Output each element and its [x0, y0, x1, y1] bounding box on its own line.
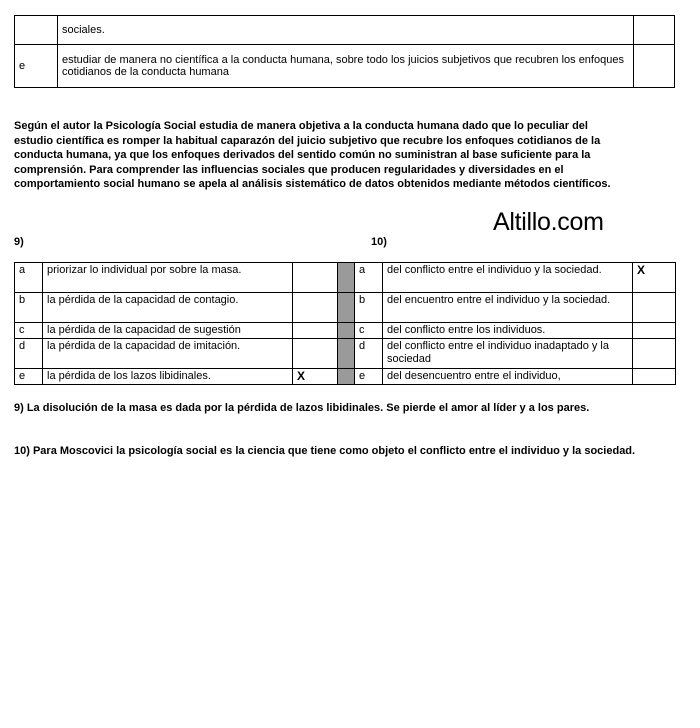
- q9-letter: a: [15, 263, 43, 293]
- table-row: [15, 293, 676, 323]
- q10-text: del desencuentro entre el individuo,: [383, 369, 633, 385]
- q10-letter: b: [355, 293, 383, 323]
- column-separator: [338, 293, 355, 323]
- question-9-label: 9): [14, 236, 24, 248]
- q10-text: del conflicto entre los individuos.: [383, 323, 633, 339]
- q10-mark: [633, 369, 676, 385]
- q9-letter: b: [15, 293, 43, 323]
- option-text: sociales.: [58, 16, 634, 45]
- q9-mark: [293, 293, 338, 323]
- q9-mark: X: [293, 369, 338, 385]
- q9-text: la pérdida de la capacidad de contagio.: [43, 293, 293, 323]
- q9-text: la pérdida de la capacidad de sugestión: [43, 323, 293, 339]
- column-separator: [338, 323, 355, 339]
- questions-options-table: [14, 262, 676, 385]
- q9-mark: [293, 323, 338, 339]
- q9-mark: [293, 263, 338, 293]
- q10-mark: X: [633, 263, 676, 293]
- q10-letter: a: [355, 263, 383, 293]
- answer-10: 10) Para Moscovici la psicología social es la ciencia que tiene como objeto el conflicto entre el individuo y la sociedad.: [14, 445, 636, 457]
- q9-text: la pérdida de los lazos libidinales.: [43, 369, 293, 385]
- q10-text: del encuentro entre el individuo y la sociedad.: [383, 293, 633, 323]
- option-mark: [634, 45, 675, 88]
- option-mark: [634, 16, 675, 45]
- q10-text: del conflicto entre el individuo y la sociedad.: [383, 263, 633, 293]
- q10-mark: [633, 339, 676, 369]
- q10-mark: [633, 323, 676, 339]
- q10-letter: e: [355, 369, 383, 385]
- q9-text: la pérdida de la capacidad de imitación.: [43, 339, 293, 369]
- column-separator: [338, 263, 355, 293]
- option-letter: [15, 16, 58, 45]
- q10-text: del conflicto entre el individuo inadaptado y la sociedad: [383, 339, 633, 369]
- q10-mark: [633, 293, 676, 323]
- q9-letter: e: [15, 369, 43, 385]
- q9-letter: c: [15, 323, 43, 339]
- table-row: [15, 369, 676, 385]
- explanation-paragraph: Según el autor la Psicología Social estudia de manera objetiva a la conducta humana dado que lo peculiar del estudio científica es romper la habitual caparazón del juicio subjetivo que recubre los enfoques cotidianos de la conducta humana, ya que los enfoques derivados del sentido común no suministran al base suficiente para la comprensión. Para comprender las influencias sociales que producen regularidades y diversidades en el comportamiento social humano se apela al análisis sistemático de datos obtenidos mediante métodos científicos.: [14, 120, 611, 190]
- top-options-table: [14, 15, 675, 88]
- q10-letter: c: [355, 323, 383, 339]
- watermark-text: Altillo.com: [493, 208, 604, 236]
- q9-letter: d: [15, 339, 43, 369]
- option-letter: e: [15, 45, 58, 88]
- q10-letter: d: [355, 339, 383, 369]
- question-10-label: 10): [371, 236, 387, 248]
- table-row: [15, 323, 676, 339]
- table-row: [15, 339, 676, 369]
- column-separator: [338, 369, 355, 385]
- q9-mark: [293, 339, 338, 369]
- table-row: [15, 45, 675, 88]
- table-row: [15, 263, 676, 293]
- answer-9: 9) La disolución de la masa es dada por la pérdida de lazos libidinales. Se pierde el amor al líder y a los pares.: [14, 402, 590, 414]
- q9-text: priorizar lo individual por sobre la masa.: [43, 263, 293, 293]
- option-text: estudiar de manera no científica a la conducta humana, sobre todo los juicios subjetivos que recubren los enfoques cotidianos de la conducta humana: [58, 45, 634, 88]
- column-separator: [338, 339, 355, 369]
- table-row: [15, 16, 675, 45]
